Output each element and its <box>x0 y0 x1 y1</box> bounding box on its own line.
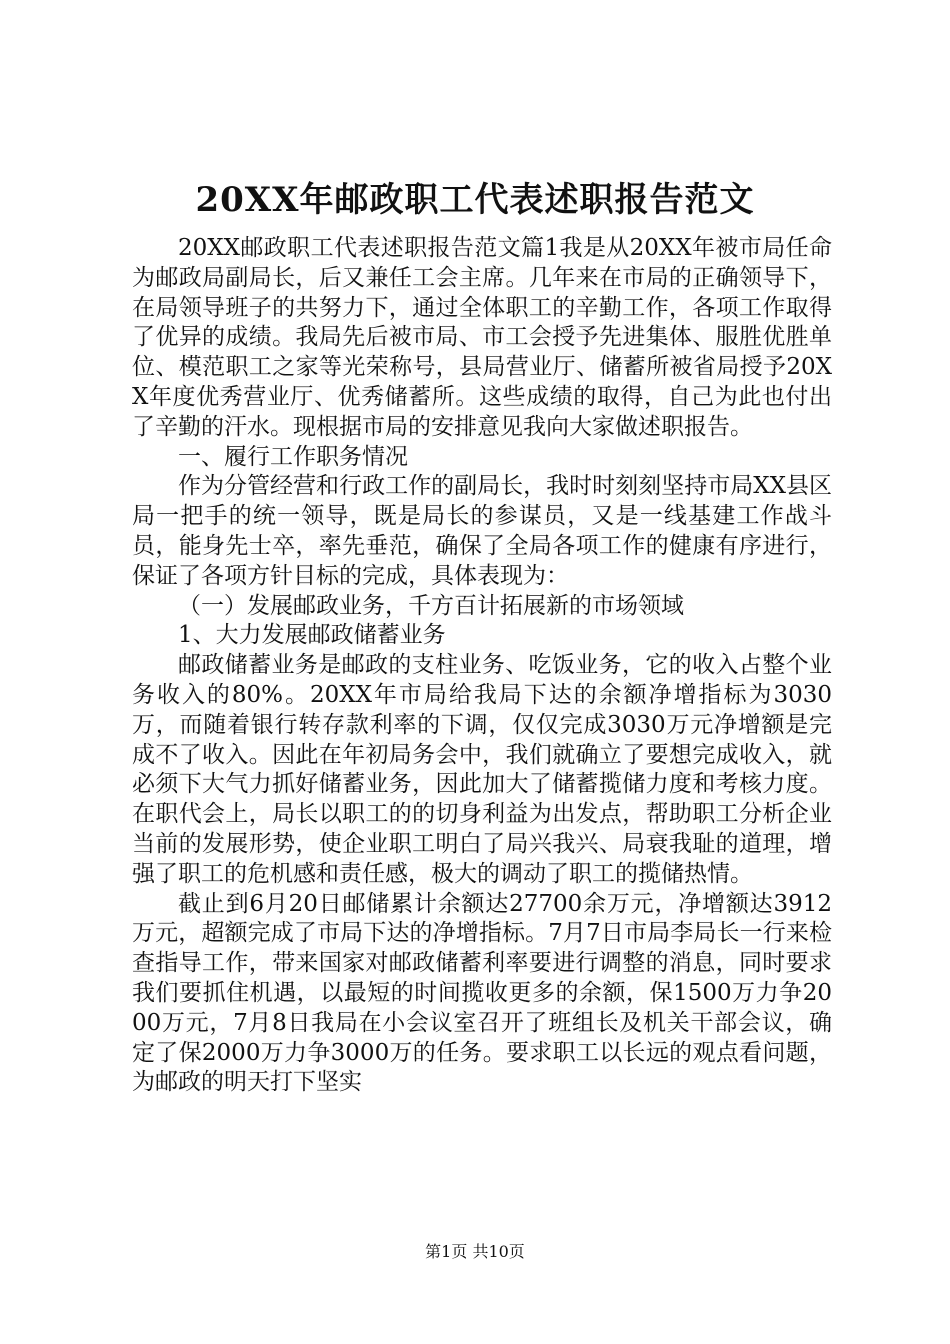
section-heading: 一、履行工作职务情况 <box>178 443 408 470</box>
page-number-footer: 第1页 共10页 <box>425 1242 525 1261</box>
item-heading: 1、大力发展邮政储蓄业务 <box>178 622 446 649</box>
document-title: 20XX年邮政职工代表述职报告范文 <box>195 180 755 220</box>
document-body <box>132 234 832 1098</box>
subsection-heading: （一）发展邮政业务，千方百计拓展新的市场领域 <box>178 592 684 619</box>
paragraph: 邮政储蓄业务是邮政的支柱业务、吃饭业务，它的收入占整个业务收入的80%。20XX年市局给我局下达的余额净增指标为3030万，而随着银行转存款利率的下调，仅仅完成3030万元净增额是完成不了收入。因此在年初局务会中，我们就确立了要想完成收入，就必须下大气力抓好储蓄业务，因此加大了储蓄揽储力度和考核力度。在职代会上，局长以职工的的切身利益为出发点，帮助职工分析企业当前的发展形势，使企业职工明白了局兴我兴、局衰我耻的道理，增强了职工的危机感和责任感，极大的调动了职工的揽储热情。 <box>132 652 832 887</box>
paragraph: 截止到6月20日邮储累计余额达27700余万元，净增额达3912万元，超额完成了市局下达的净增指标。7月7日市局李局长一行来检查指导工作，带来国家对邮政储蓄利率要进行调整的消息，同时要求我们要抓住机遇，以最短的时间揽收更多的余额，保1500万力争2000万元，7月8日我局在小会议室召开了班组长及机关干部会议，确定了保2000万力争3000万的任务。要求职工以长远的观点看问题，为邮政的明天打下坚实 <box>132 890 832 1096</box>
paragraph: 作为分管经营和行政工作的副局长，我时时刻刻坚持市局XX县区局一把手的统一领导，既是局长的参谋员，又是一线基建工作战斗员，能身先士卒，率先垂范，确保了全局各项工作的健康有序进行，保证了各项方针目标的完成，具体表现为： <box>132 473 832 589</box>
paragraph: 20XX邮政职工代表述职报告范文篇1我是从20XX年被市局任命为邮政局副局长，后又兼任工会主席。几年来在市局的正确领导下，在局领导班子的共努力下，通过全体职工的辛勤工作，各项工作取得了优异的成绩。我局先后被市局、市工会授予先进集体、服胜优胜单位、模范职工之家等光荣称号，县局营业厅、储蓄所被省局授予20XX年度优秀营业厅、优秀储蓄所。这些成绩的取得，自己为此也付出了辛勤的汗水。现根据市局的安排意见我向大家做述职报告。 <box>132 235 832 440</box>
